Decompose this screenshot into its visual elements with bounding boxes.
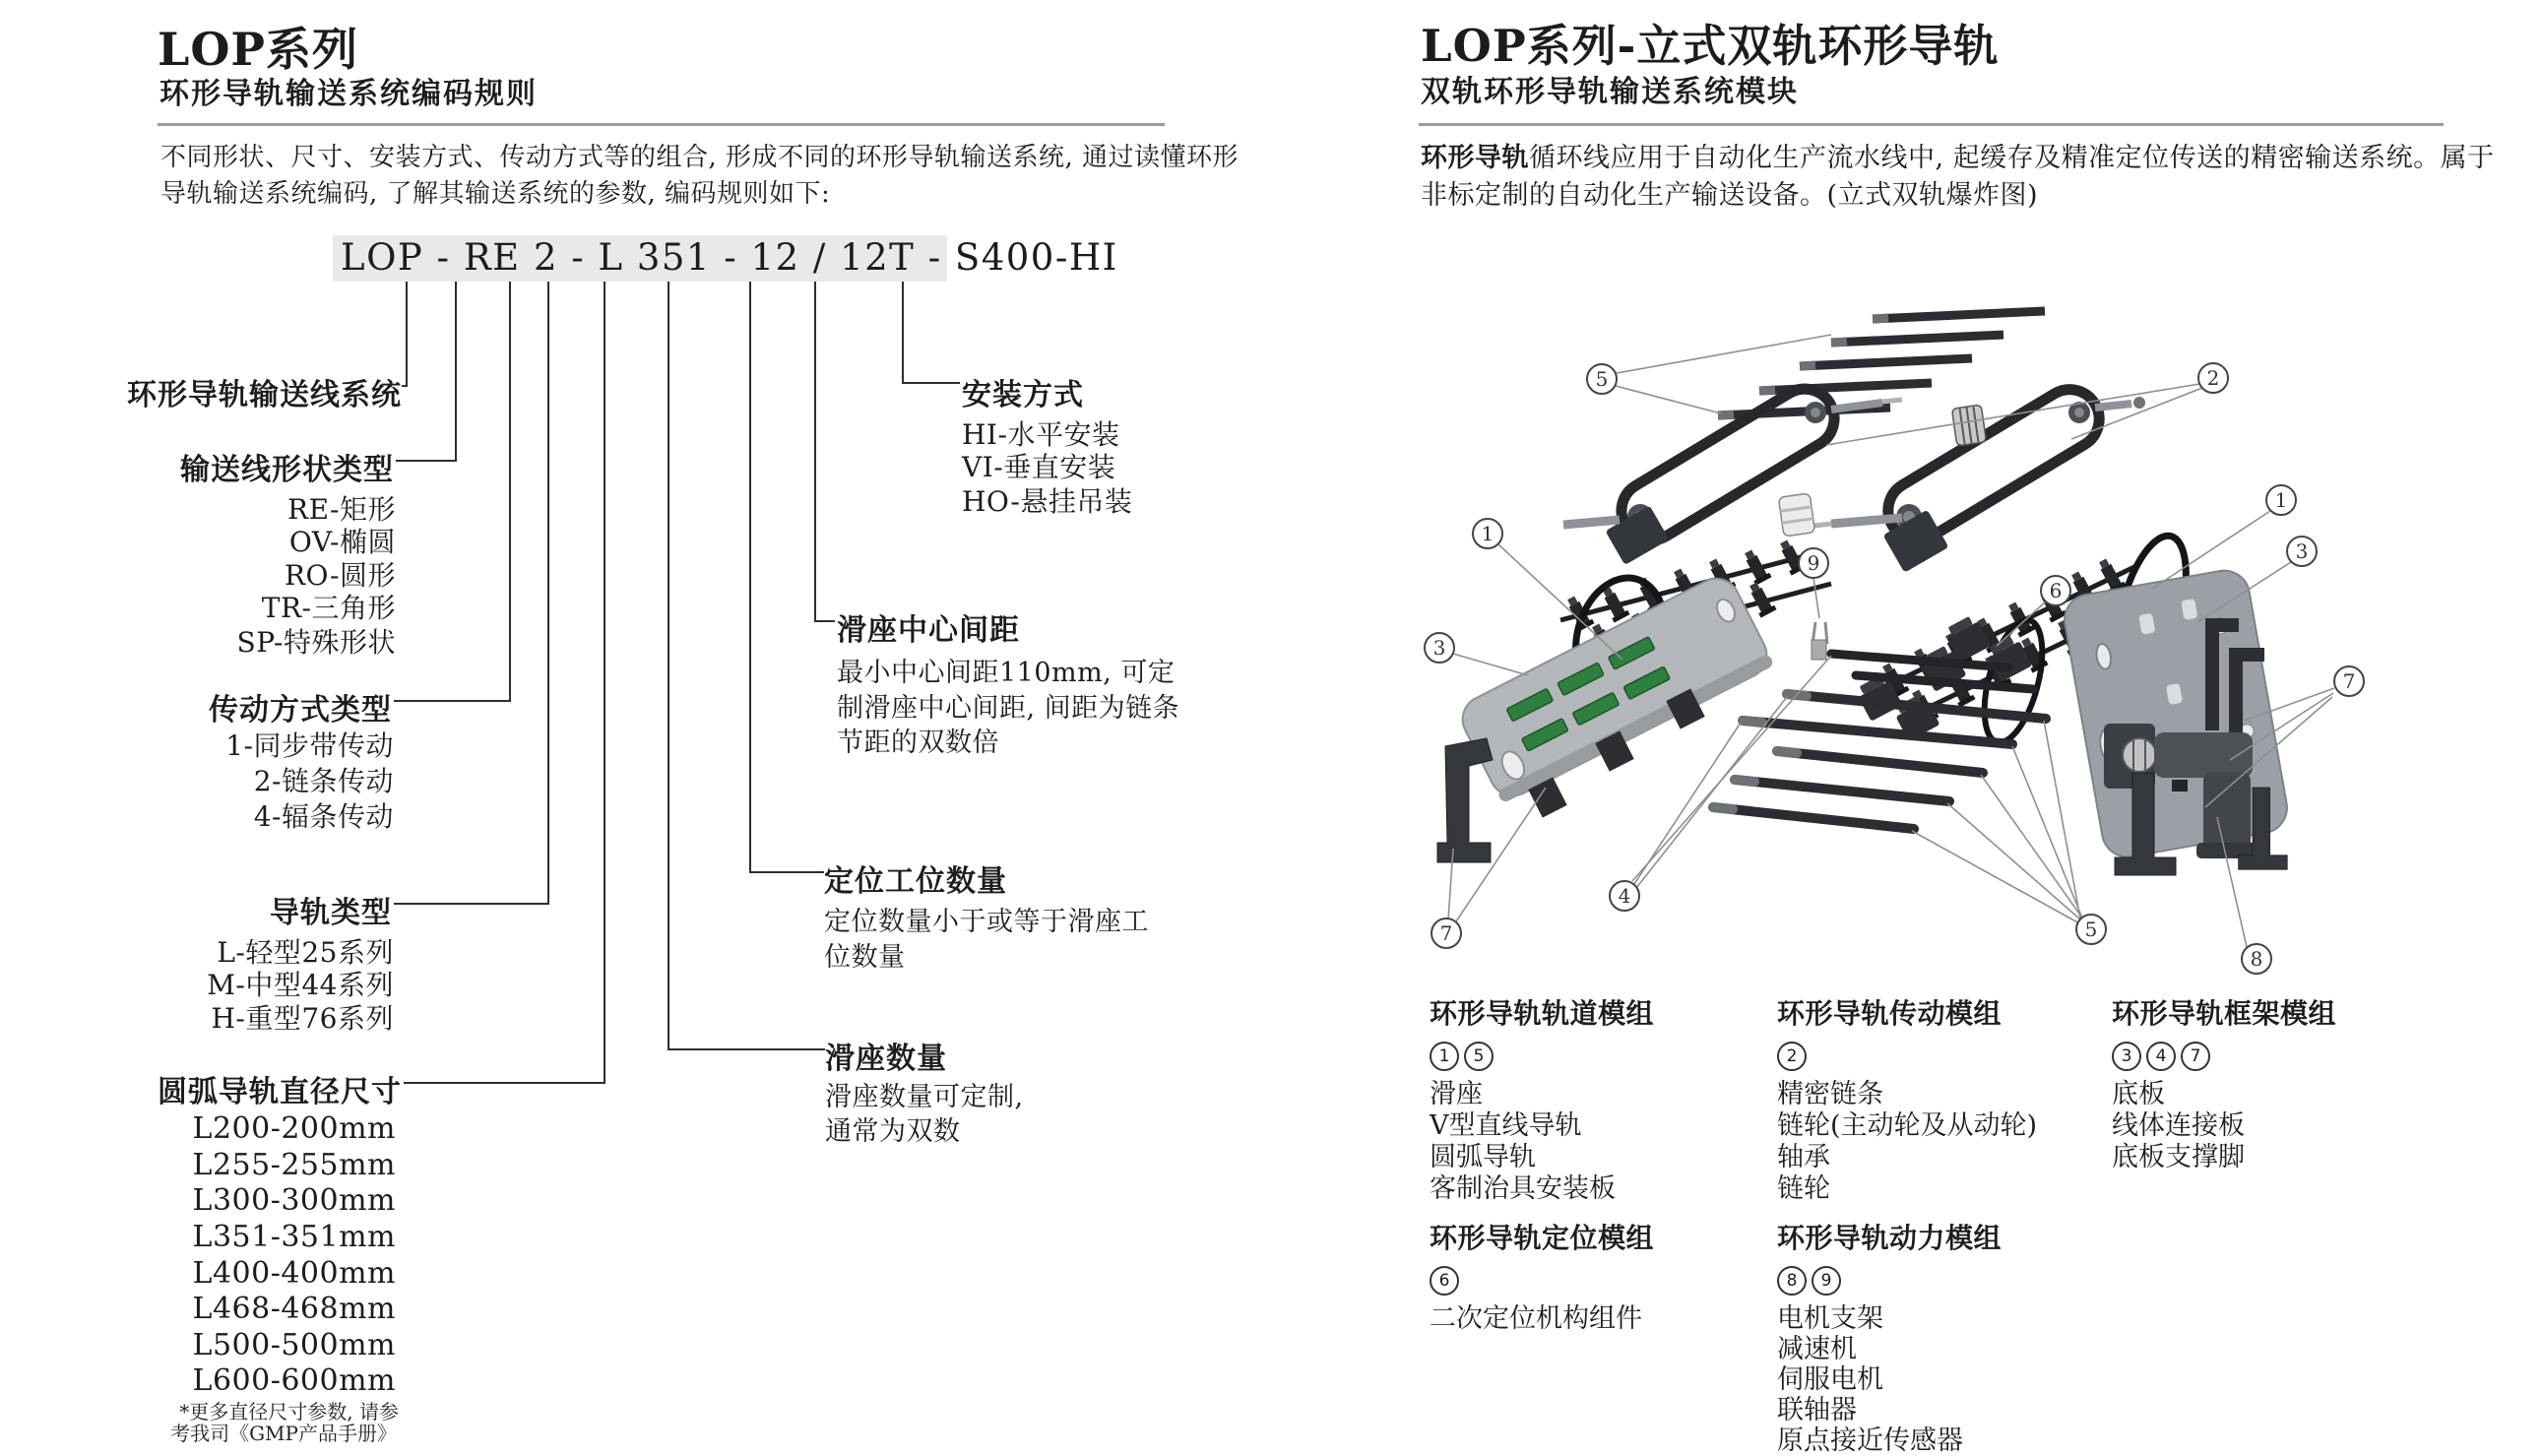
module-numbers <box>1430 1042 1764 1071</box>
rail-option: H-重型76系列 <box>211 1002 394 1035</box>
shape-option: OV-椭圆 <box>288 526 396 558</box>
right-intro-line2: 非标定制的自动化生产输送设备。(立式双轨爆炸图) <box>1421 180 2039 211</box>
sliders-desc-line1: 滑座数量可定制, <box>825 1082 1024 1112</box>
diameter-footnote-line2: 考我司《GMP产品手册》 <box>170 1422 397 1445</box>
circled-number: 2 <box>1777 1042 1807 1071</box>
circled-number: 8 <box>1777 1266 1807 1296</box>
diameter-option: L200-200mm <box>192 1111 396 1146</box>
field-rail-label: 导轨类型 <box>270 896 392 930</box>
field-sliders-label: 滑座数量 <box>825 1042 947 1076</box>
module-item: 线体连接板 <box>2112 1110 2245 1141</box>
module-title: 环形导轨轨道模组 <box>1430 997 1655 1030</box>
mount-option: VI-垂直安装 <box>962 451 1116 483</box>
circled-number: 7 <box>2181 1042 2210 1071</box>
module-numbers <box>1777 1042 2112 1071</box>
field-diameter-label: 圆弧导轨直径尺寸 <box>158 1075 402 1109</box>
callout-8 <box>2242 944 2271 974</box>
coupler-white <box>1778 493 1814 537</box>
module-item: 联轴器 <box>1777 1395 1857 1425</box>
module-title: 环形导轨传动模组 <box>1777 997 2003 1030</box>
module-item: 链轮(主动轮及从动轮) <box>1777 1110 2038 1141</box>
shape-option: SP-特殊形状 <box>236 626 396 659</box>
module-numbers <box>1430 1266 1764 1296</box>
right-intro-line1 <box>1421 140 2495 176</box>
circled-number: 6 <box>1430 1266 1459 1296</box>
module-item: 链轮 <box>1777 1173 1830 1204</box>
pitch-desc-line1: 最小中心间距110mm, 可定 <box>837 658 1176 688</box>
circled-number: 4 <box>2146 1042 2176 1071</box>
positioning-pin <box>1812 622 1827 660</box>
diameter-option: L351-351mm <box>192 1220 396 1254</box>
module-item: 二次定位机构组件 <box>1430 1303 1642 1334</box>
circled-number: 9 <box>1812 1266 1841 1296</box>
module-numbers <box>2112 1042 2447 1071</box>
module-item: V型直线导轨 <box>1430 1110 1582 1141</box>
base-plate-left <box>1437 571 1775 862</box>
diameter-option: L300-300mm <box>192 1183 396 1218</box>
module-track <box>1430 992 1764 1205</box>
callout-2 <box>2198 363 2228 393</box>
circled-number: 5 <box>1464 1042 1494 1071</box>
module-item: 原点接近传感器 <box>1777 1425 1963 1456</box>
callout-9 <box>1799 548 1828 578</box>
field-system-label: 环形导轨输送线系统 <box>127 378 402 412</box>
drive-loop-left <box>1563 378 1902 565</box>
module-title: 环形导轨框架模组 <box>2112 997 2337 1030</box>
svg-text:8: 8 <box>2250 947 2263 971</box>
drive-option: 1-同步带传动 <box>225 729 394 762</box>
left-page-subtitle: 环形导轨输送系统编码规则 <box>159 77 538 111</box>
module-numbers <box>1777 1266 2112 1296</box>
callout-4 <box>1610 881 1639 911</box>
module-item: 圆弧导轨 <box>1430 1142 1536 1172</box>
module-positioning <box>1430 1217 1764 1335</box>
mount-option: HI-水平安装 <box>962 418 1120 451</box>
left-intro-line2: 导轨输送系统编码, 了解其输送系统的参数, 编码规则如下: <box>160 179 831 209</box>
diameter-option: L468-468mm <box>192 1292 396 1326</box>
right-page-subtitle: 双轨环形导轨输送系统模块 <box>1421 75 1799 109</box>
callout-1-right <box>2266 485 2296 515</box>
shape-option: TR-三角形 <box>261 592 396 624</box>
callout-1-left <box>1473 519 1502 548</box>
svg-text:7: 7 <box>2342 669 2356 693</box>
coupler-ribbed <box>1952 405 1987 446</box>
module-item: 精密链条 <box>1777 1079 1883 1109</box>
field-drive-label: 传动方式类型 <box>209 693 392 728</box>
drive-option: 2-链条传动 <box>253 765 394 797</box>
svg-text:7: 7 <box>1439 921 1453 945</box>
product-code: LOP - RE 2 - L 351 - 12 / 12T - S400-HI <box>341 236 1118 279</box>
sliders-desc-line2: 通常为双数 <box>825 1116 961 1147</box>
callout-7-right <box>2334 666 2364 696</box>
diameter-option: L500-500mm <box>192 1328 396 1362</box>
module-title: 环形导轨动力模组 <box>1777 1222 2003 1254</box>
diameter-option: L600-600mm <box>192 1363 396 1398</box>
module-frame <box>2112 992 2447 1173</box>
left-intro-line1: 不同形状、尺寸、安装方式、传动方式等的组合, 形成不同的环形导轨输送系统, 通过读懂环形 <box>160 143 1240 172</box>
callout-7-left <box>1431 918 1461 948</box>
right-page-title: LOP系列-立式双轨环形导轨 <box>1421 20 2000 72</box>
stations-desc-line1: 定位数量小于或等于滑座工 <box>824 907 1149 937</box>
rail-option: M-中型44系列 <box>207 969 394 1001</box>
diameter-footnote-line1: *更多直径尺寸参数, 请参 <box>179 1400 399 1424</box>
callout-6 <box>2041 576 2070 605</box>
left-divider <box>158 123 1165 126</box>
svg-text:9: 9 <box>1807 551 1820 575</box>
callout-5-top <box>1587 364 1617 394</box>
pitch-desc-line3: 节距的双数倍 <box>837 728 999 758</box>
module-item: 轴承 <box>1777 1142 1830 1172</box>
drive-option: 4-辐条传动 <box>253 800 394 833</box>
svg-text:1: 1 <box>1481 522 1495 545</box>
field-stations-label: 定位工位数量 <box>824 864 1007 899</box>
diameter-option: L400-400mm <box>192 1256 396 1291</box>
exploded-diagram <box>1418 276 2451 994</box>
svg-text:5: 5 <box>1595 367 1609 391</box>
module-item: 伺服电机 <box>1777 1364 1883 1395</box>
svg-text:3: 3 <box>1432 636 1446 660</box>
circled-number: 3 <box>2112 1042 2141 1071</box>
module-item: 底板支撑脚 <box>2112 1142 2245 1172</box>
circled-number: 1 <box>1430 1042 1459 1071</box>
right-divider <box>1419 123 2444 126</box>
field-shape-label: 输送线形状类型 <box>180 453 394 487</box>
module-drive <box>1777 992 2112 1205</box>
left-page-title: LOP系列 <box>158 23 359 76</box>
field-pitch-label: 滑座中心间距 <box>837 613 1020 648</box>
svg-text:6: 6 <box>2049 579 2063 602</box>
svg-text:1: 1 <box>2274 488 2288 512</box>
mount-option: HO-悬挂吊装 <box>962 485 1133 518</box>
shape-option: RO-圆形 <box>284 559 396 592</box>
diameter-option: L255-255mm <box>192 1148 396 1182</box>
stations-desc-line2: 位数量 <box>824 942 906 973</box>
callout-3-left <box>1425 633 1454 663</box>
callout-5-bottom <box>2076 915 2106 944</box>
base-plate-right <box>2061 567 2291 875</box>
module-item: 客制治具安装板 <box>1430 1173 1616 1204</box>
shape-option: RE-矩形 <box>286 493 396 526</box>
right-intro-bold: 环形导轨 <box>1421 143 1529 173</box>
module-item: 底板 <box>2112 1079 2165 1109</box>
module-item: 滑座 <box>1430 1079 1483 1109</box>
svg-text:5: 5 <box>2084 918 2098 941</box>
svg-text:4: 4 <box>1618 884 1631 908</box>
module-item: 减速机 <box>1777 1334 1857 1364</box>
module-title: 环形导轨定位模组 <box>1430 1222 1655 1254</box>
svg-text:2: 2 <box>2206 366 2220 390</box>
module-item: 电机支架 <box>1777 1303 1883 1334</box>
plate-foot-left <box>1437 738 1493 862</box>
rail-option: L-轻型25系列 <box>217 936 394 969</box>
right-intro-rest: 循环线应用于自动化生产流水线中, 起缓存及精准定位传送的精密输送系统。属于 <box>1529 143 2495 173</box>
svg-text:3: 3 <box>2295 539 2309 563</box>
callout-3-right <box>2287 537 2317 566</box>
module-power <box>1777 1217 2112 1456</box>
field-mount-label: 安装方式 <box>962 378 1084 412</box>
pitch-desc-line2: 制滑座中心间距, 间距为链条 <box>837 693 1180 724</box>
